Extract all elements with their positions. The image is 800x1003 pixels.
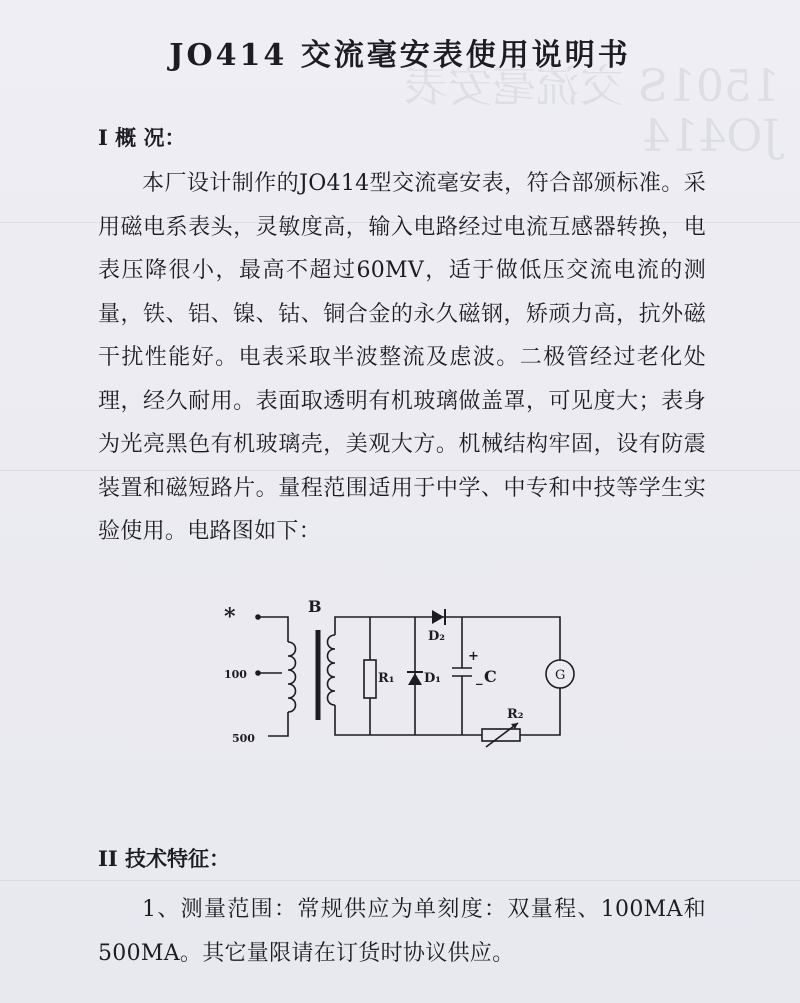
label-d1: D₁ <box>424 671 441 686</box>
paper-fold <box>0 880 800 881</box>
input-wire-bottom <box>268 712 288 736</box>
secondary-coil <box>328 635 336 705</box>
label-d2: D₂ <box>428 629 445 644</box>
document-title: JO414 交流毫安表使用说明书 <box>169 38 631 73</box>
label-cap-minus: _ <box>476 671 483 686</box>
terminal-star-dot <box>256 615 260 619</box>
technical-item-1: 1、测量范围：常规供应为单刻度：双量程、100MA和500MA。其它量限请在订货时协议供应。 <box>98 897 706 966</box>
label-terminal-100: 100 <box>224 668 247 681</box>
label-transformer: B <box>308 597 322 616</box>
d1-diode-symbol <box>408 673 422 685</box>
secondary-wire-bottom <box>335 705 348 735</box>
section-heading-overview: I 概 况： <box>98 125 186 150</box>
overview-paragraph: 本厂设计制作的JO414型交流毫安表，符合部颁标准。采用磁电系表头，灵敏度高，输入电路经过电流互感器转换，电表压降很小，最高不超过60MV，适于做低压交流电流的测量，铁、铝、镍、钴、铜合金的永久磁钢，矫顽力高，抗外磁干扰性能好。电表采取半波整流及虑波。二极管经过老化处理，经久耐用。表面取透明有机玻璃做盖罩，可见度大；表身为光亮黑色有机玻璃壳，美观大方。机械结构牢固，设有防震装置和磁短路片。量程范围适用于中学、中专和中技等学生实验使用。电路图如下： <box>98 171 706 544</box>
primary-coil <box>288 642 296 712</box>
terminal-100-dot <box>256 671 260 675</box>
label-r1: R₁ <box>378 671 395 686</box>
bleed-through-text <box>403 61 780 172</box>
secondary-wire-top <box>335 617 348 635</box>
bleed-line: JO414 <box>642 111 780 162</box>
label-r2: R₂ <box>507 707 524 722</box>
input-wire-top <box>260 617 288 642</box>
label-meter: G <box>555 668 566 683</box>
bleed-line: 1501S 交流毫安表 <box>403 61 780 112</box>
label-terminal-500: 500 <box>232 732 255 745</box>
d2-diode-symbol <box>432 610 444 624</box>
label-terminal-star: * <box>224 604 236 630</box>
bottom-rail-right <box>520 688 560 735</box>
label-cap: C <box>484 667 497 686</box>
section-heading-technical: II 技术特征： <box>98 846 230 871</box>
circuit-diagram <box>200 590 600 760</box>
r1-resistor <box>364 660 376 698</box>
label-cap-plus: + <box>468 649 479 664</box>
top-rail <box>348 617 560 660</box>
